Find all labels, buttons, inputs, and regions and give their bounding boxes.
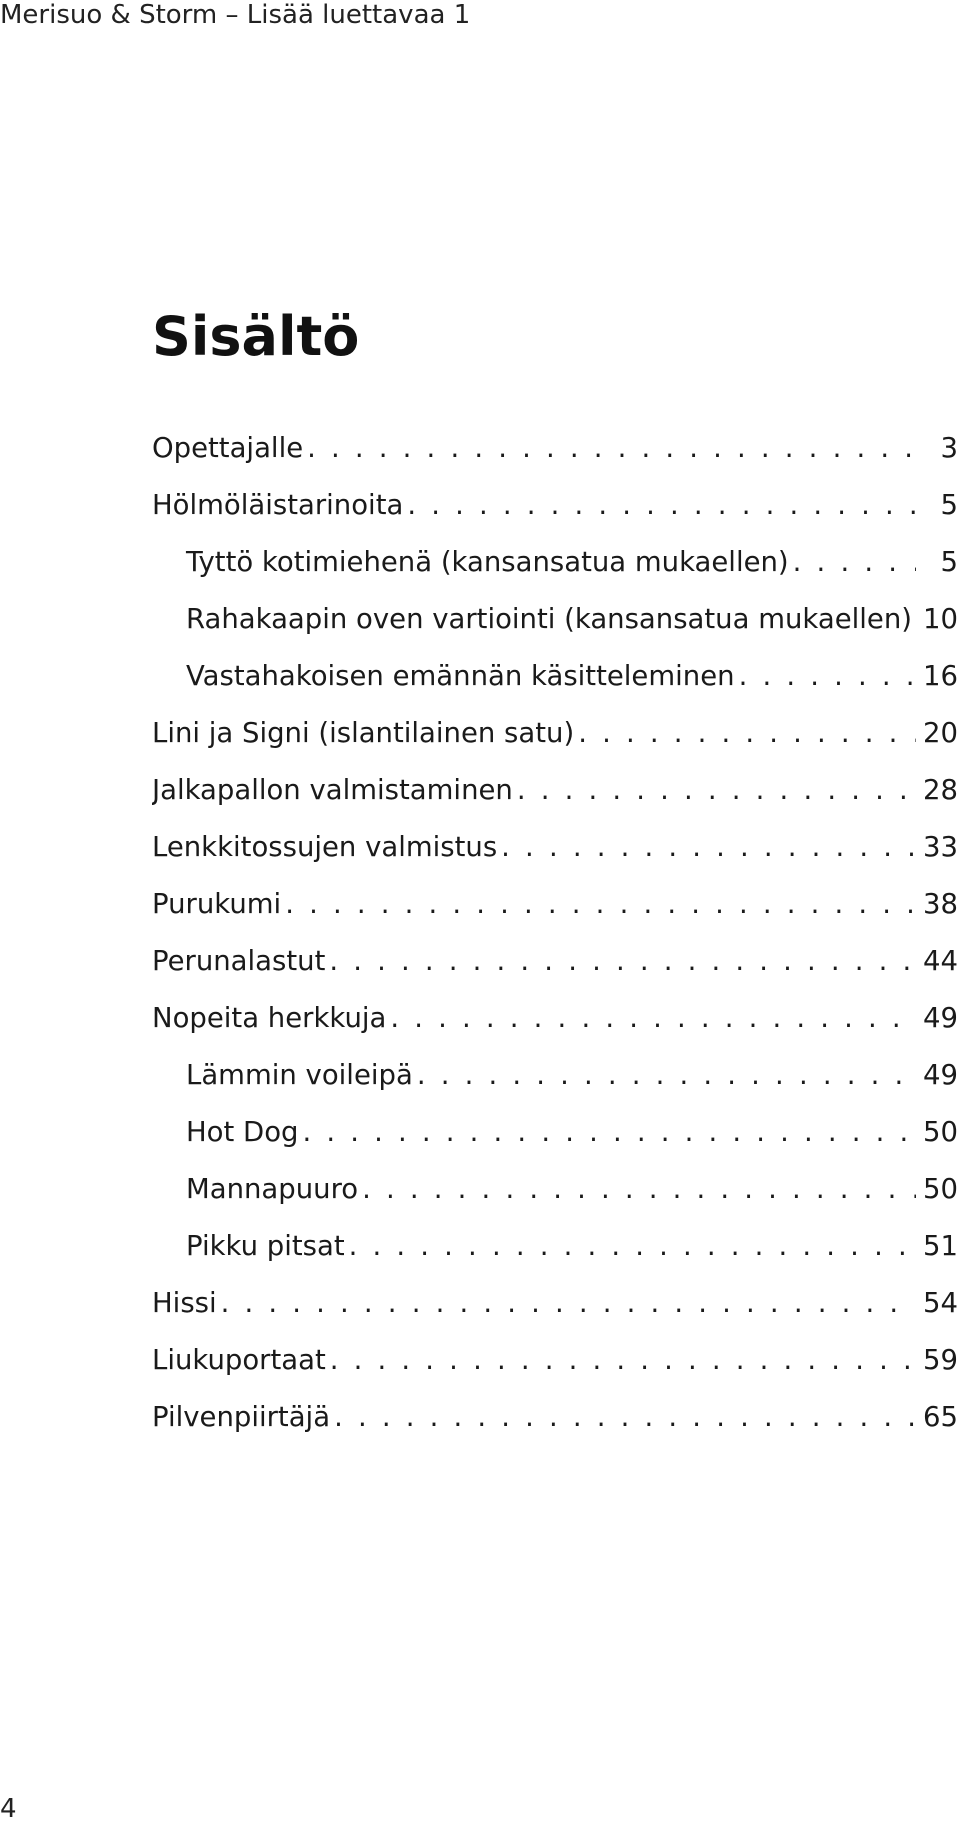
toc-entry-title: Mannapuuro: [186, 1173, 359, 1205]
dot-leader: [221, 1275, 916, 1332]
table-of-contents: [152, 420, 958, 1446]
dot-leader: [330, 1332, 916, 1389]
toc-entry: [152, 1275, 958, 1332]
dot-leader: [407, 477, 916, 534]
toc-page-number: 28: [923, 774, 958, 806]
toc-subentry: [152, 534, 958, 591]
toc-entry: [152, 420, 958, 477]
dot-leader: [285, 876, 916, 933]
dot-leader: [307, 420, 916, 477]
toc-entry: [152, 705, 958, 762]
toc-entry: [152, 762, 958, 819]
dot-leader: [517, 762, 916, 819]
toc-entry-title: Hot Dog: [186, 1116, 299, 1148]
toc-page-number: 3: [940, 432, 958, 464]
toc-page-number: 50: [923, 1173, 958, 1205]
dot-leader: [793, 534, 916, 591]
toc-entry-title: Liukuportaat: [152, 1344, 326, 1376]
toc-page-number: 49: [923, 1002, 958, 1034]
toc-entry-title: Lämmin voileipä: [186, 1059, 413, 1091]
toc-page-number: 5: [940, 546, 958, 578]
toc-entry-title: Vastahakoisen emännän käsitteleminen: [186, 660, 735, 692]
toc-page-number: 33: [923, 831, 958, 863]
toc-subentry: [152, 1047, 958, 1104]
toc-entry: [152, 477, 958, 534]
toc-entry-title: Nopeita herkkuja: [152, 1002, 387, 1034]
toc-entry: [152, 819, 958, 876]
toc-subentry: [152, 648, 958, 705]
toc-entry-title: Purukumi: [152, 888, 282, 920]
toc-page-number: 54: [923, 1287, 958, 1319]
toc-entry-title: Pilvenpiirtäjä: [152, 1401, 331, 1433]
page-number: 4: [0, 1794, 17, 1824]
toc-page-number: 50: [923, 1116, 958, 1148]
toc-entry: [152, 876, 958, 933]
toc-page-number: 59: [923, 1344, 958, 1376]
dot-leader: [417, 1047, 916, 1104]
toc-subentry: [152, 1161, 958, 1218]
toc-page-number: 10: [923, 603, 958, 635]
toc-entry-title: Tyttö kotimiehenä (kansansatua mukaellen): [186, 546, 789, 578]
toc-page-number: 20: [923, 717, 958, 749]
toc-entry-title: Hissi: [152, 1287, 217, 1319]
toc-entry: [152, 933, 958, 990]
dot-leader: [349, 1218, 916, 1275]
dot-leader: [390, 990, 916, 1047]
toc-subentry: [152, 591, 958, 648]
dot-leader: [578, 705, 916, 762]
toc-entry-title: Hölmöläistarinoita: [152, 489, 404, 521]
dot-leader: [501, 819, 916, 876]
toc-entry-title: Lenkkitossujen valmistus: [152, 831, 498, 863]
toc-entry: [152, 990, 958, 1047]
running-header: Merisuo & Storm – Lisää luettavaa 1: [0, 0, 471, 30]
toc-subentry: [152, 1104, 958, 1161]
toc-entry-title: Jalkapallon valmistaminen: [152, 774, 513, 806]
toc-entry: [152, 1332, 958, 1389]
toc-page-number: 38: [923, 888, 958, 920]
toc-page-number: 65: [923, 1401, 958, 1433]
toc-entry: [152, 1389, 958, 1446]
toc-entry-title: Opettajalle: [152, 432, 304, 464]
dot-leader: [362, 1161, 916, 1218]
dot-leader: [302, 1104, 916, 1161]
dot-leader: [739, 648, 916, 705]
toc-entry-title: Pikku pitsat: [186, 1230, 345, 1262]
dot-leader: [334, 1389, 916, 1446]
toc-page-number: 51: [923, 1230, 958, 1262]
dot-leader: [329, 933, 916, 990]
toc-entry-title: Lini ja Signi (islantilainen satu): [152, 717, 575, 749]
toc-subentry: [152, 1218, 958, 1275]
toc-page-number: 5: [940, 489, 958, 521]
toc-page-number: 49: [923, 1059, 958, 1091]
toc-entry-title: Rahakaapin oven vartiointi (kansansatua mukaellen): [186, 603, 912, 635]
page-title: Sisältö: [152, 305, 360, 368]
toc-page-number: 44: [923, 945, 958, 977]
toc-page-number: 16: [923, 660, 958, 692]
toc-entry-title: Perunalastut: [152, 945, 326, 977]
